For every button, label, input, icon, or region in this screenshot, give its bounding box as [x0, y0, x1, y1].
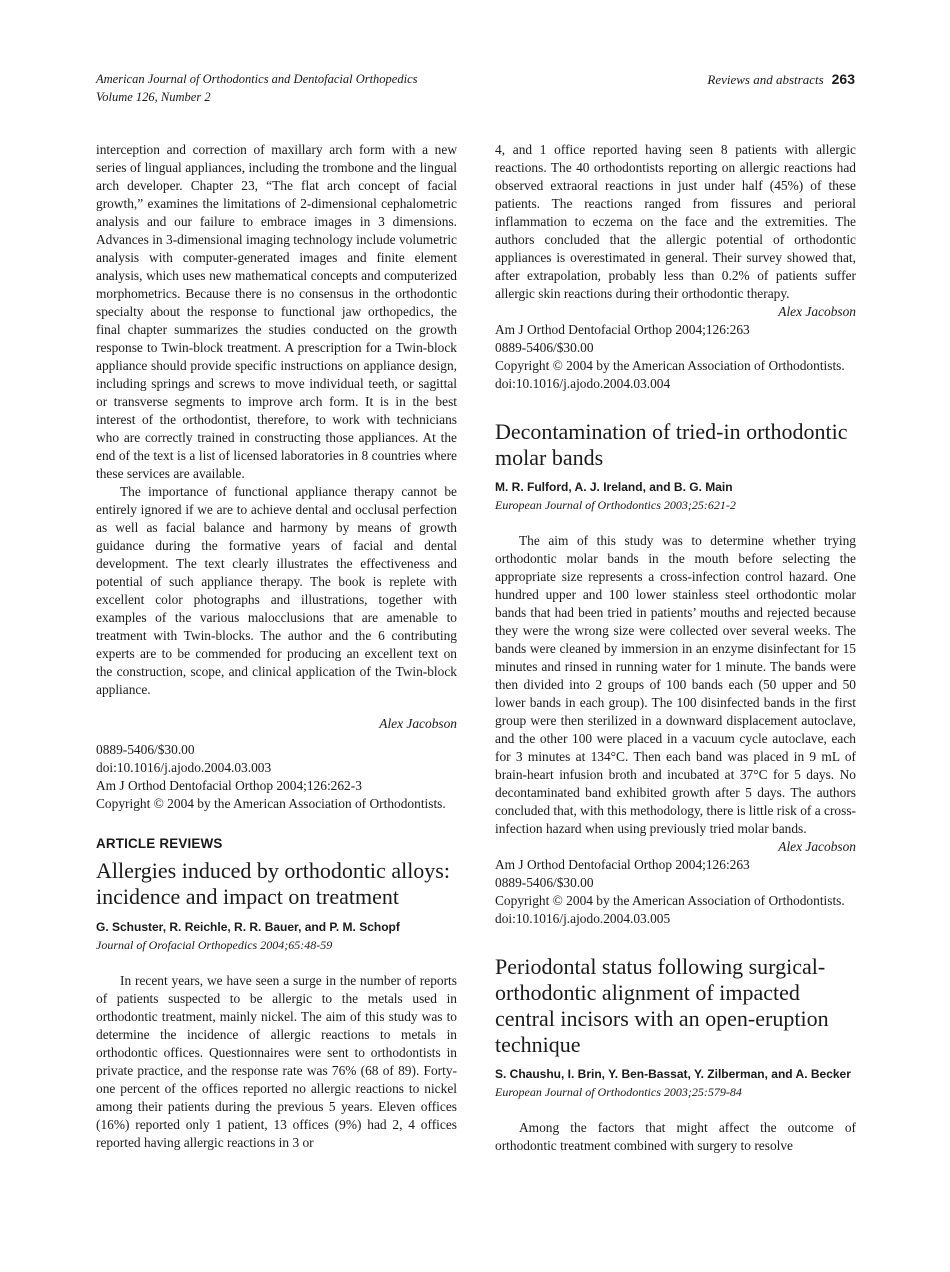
continued-abstract: 4, and 1 office reported having seen 8 patients with allergic reactions. The 40 orthodontists reporting on allergic reactions had observed extraoral reactions in just under half (45%) of these patients. The reactions ranged from fissures and perioral inflammation to eczema on the face and the extremities. The authors concluded that the allergic potential of orthodontic appliances is overestimated in general. Their survey showed that, after extrapolation, probably less than 0.2% of patients suffer allergic skin reactions during their orthodontic therapy.: [495, 142, 856, 301]
article-authors: S. Chaushu, I. Brin, Y. Ben-Bassat, Y. Zilberman, and A. Becker: [495, 1067, 851, 1081]
article-title: Periodontal status following surgical-orthodontic alignment of impacted central incisors with an open-eruption technique: [495, 954, 829, 1057]
article-abstract: In recent years, we have seen a surge in the number of reports of patients suspected to be allergic to the metals used in orthodontic treatment, mainly nickel. The aim of this study was to determine the incidence of allergic reactions to metals in orthodontic offices. Questionnaires were sent to orthodontists in private practice, and the response rate was 76% (68 of 89). Forty-one percent of the offices reported no allergic reactions to nickel among their patients during the previous 5 years. Eleven offices (16%) reported only 1 patient, 13 offices (9%) had 2, 4 offices reported having allergic reactions in 3 or: [96, 973, 457, 1150]
meta-line: 0889-5406/$30.00: [495, 340, 594, 355]
article-journal: Journal of Orofacial Orthopedics 2004;65:48-59: [96, 938, 333, 952]
article-journal: European Journal of Orthodontics 2003;25:621-2: [495, 498, 736, 512]
volume-info: Volume 126, Number 2: [96, 90, 211, 104]
article-abstract: Among the factors that might affect the outcome of orthodontic treatment combined with surgery to resolve: [495, 1120, 856, 1153]
meta-line: Copyright © 2004 by the American Association of Orthodontists.: [96, 796, 446, 811]
meta-line: Am J Orthod Dentofacial Orthop 2004;126:263: [495, 857, 750, 872]
meta-line: Copyright © 2004 by the American Association of Orthodontists.: [495, 893, 845, 908]
article-authors: M. R. Fulford, A. J. Ireland, and B. G. Main: [495, 480, 733, 494]
article-authors: G. Schuster, R. Reichle, R. R. Bauer, and P. M. Schopf: [96, 920, 400, 934]
citation-meta: [495, 856, 856, 928]
citation-meta: [96, 741, 457, 813]
book-review-paragraph-1: interception and correction of maxillary arch form with a new series of lingual appliances, including the trombone and the lingual arch developer. Chapter 23, “The flat arch concept of facial growth,” examines the limitations of 2-dimensional cephalometric analysis and our failure to embrace images in 3 dimensions. Advances in 3-dimensional imaging technology include volumetric analysis with computer-generated images and finite element analysis, which uses new mathematical concepts and computerized morphometrics. Because there is no consensus in the orthodontic specialty about the response to functional jaw orthopedics, the final chapter summarizes the studies conducted on the growth response to Twin-block treatment. A prescription for a Twin-block appliance should provide specific instructions on appliance design, including springs and screws to move individual teeth, or sagittal or transverse segments to improve arch form. It is in the best interest of the orthodontist, therefore, to work with technicians who are correctly trained in constructing those appliances. At the end of the text is a list of licensed laboratories in 8 countries where these services are available.: [96, 142, 457, 481]
reviewer-signature: Alex Jacobson: [778, 304, 856, 319]
article-title: Decontamination of tried-in orthodontic molar bands: [495, 419, 848, 470]
meta-line: 0889-5406/$30.00: [96, 742, 195, 757]
right-column: [495, 141, 856, 1155]
reviewer-signature: Alex Jacobson: [778, 839, 856, 854]
meta-line: 0889-5406/$30.00: [495, 875, 594, 890]
journal-name: American Journal of Orthodontics and Dentofacial Orthopedics: [96, 72, 418, 86]
article-journal: European Journal of Orthodontics 2003;25:579-84: [495, 1085, 742, 1099]
article-abstract: The aim of this study was to determine whether trying orthodontic molar bands in the mouth before selecting the appropriate size represents a cross-infection control hazard. One hundred upper and 100 lower stainless steel orthodontic molar bands that had been tried in patients’ mouths and rejected because they were the wrong size were collected over several weeks. The bands were cleaned by immersion in an enzyme disinfectant for 15 minutes and rinsed in running water for 1 minute. The bands were then divided into 2 groups of 100 bands each (50 upper and 50 lower bands in each group). The 100 disinfected bands in the first group were then sterilized in a downward displacement autoclave, and the other 100 were placed in a vacuum cycle autoclave, each for 3 minutes at 134°C. Then each band was placed in 9 mL of brain-heart infusion broth and incubated at 37°C for 5 days. No decontaminated band exhibited growth after 5 days. The authors concluded that, with this methodology, there is little risk of a cross-infection hazard when using previously tried molar bands.: [495, 533, 856, 836]
citation-meta: [495, 321, 856, 393]
running-header-left: [96, 70, 418, 106]
section-heading: ARTICLE REVIEWS: [96, 836, 223, 851]
article-title: Allergies induced by orthodontic alloys: incidence and impact on treatment: [96, 858, 450, 909]
meta-line: Am J Orthod Dentofacial Orthop 2004;126:263: [495, 322, 750, 337]
meta-line: doi:10.1016/j.ajodo.2004.03.005: [495, 911, 671, 926]
meta-line: Copyright © 2004 by the American Association of Orthodontists.: [495, 358, 845, 373]
meta-line: Am J Orthod Dentofacial Orthop 2004;126:262-3: [96, 778, 362, 793]
page-number: 263: [831, 71, 855, 87]
book-review-paragraph-2: The importance of functional appliance therapy cannot be entirely ignored if we are to achieve dental and occlusal perfection as well as facial balance and harmony by means of growth guidance during the formative years of facial and dental development. The text clearly illustrates the effectiveness and potential of such appliance therapy. The book is replete with excellent color photographs and illustrations, together with examples of the various malocclusions that are amenable to treatment with Twin-blocks. The author and the 6 contributing experts are to be commended for producing an excellent text on the construction, scope, and clinical application of the Twin-block appliance.: [96, 484, 457, 697]
running-header-right: [707, 70, 855, 89]
meta-line: doi:10.1016/j.ajodo.2004.03.004: [495, 376, 671, 391]
reviewer-signature: Alex Jacobson: [379, 716, 457, 731]
section-name: Reviews and abstracts: [707, 72, 824, 87]
meta-line: doi:10.1016/j.ajodo.2004.03.003: [96, 760, 272, 775]
left-column: [96, 141, 457, 1152]
